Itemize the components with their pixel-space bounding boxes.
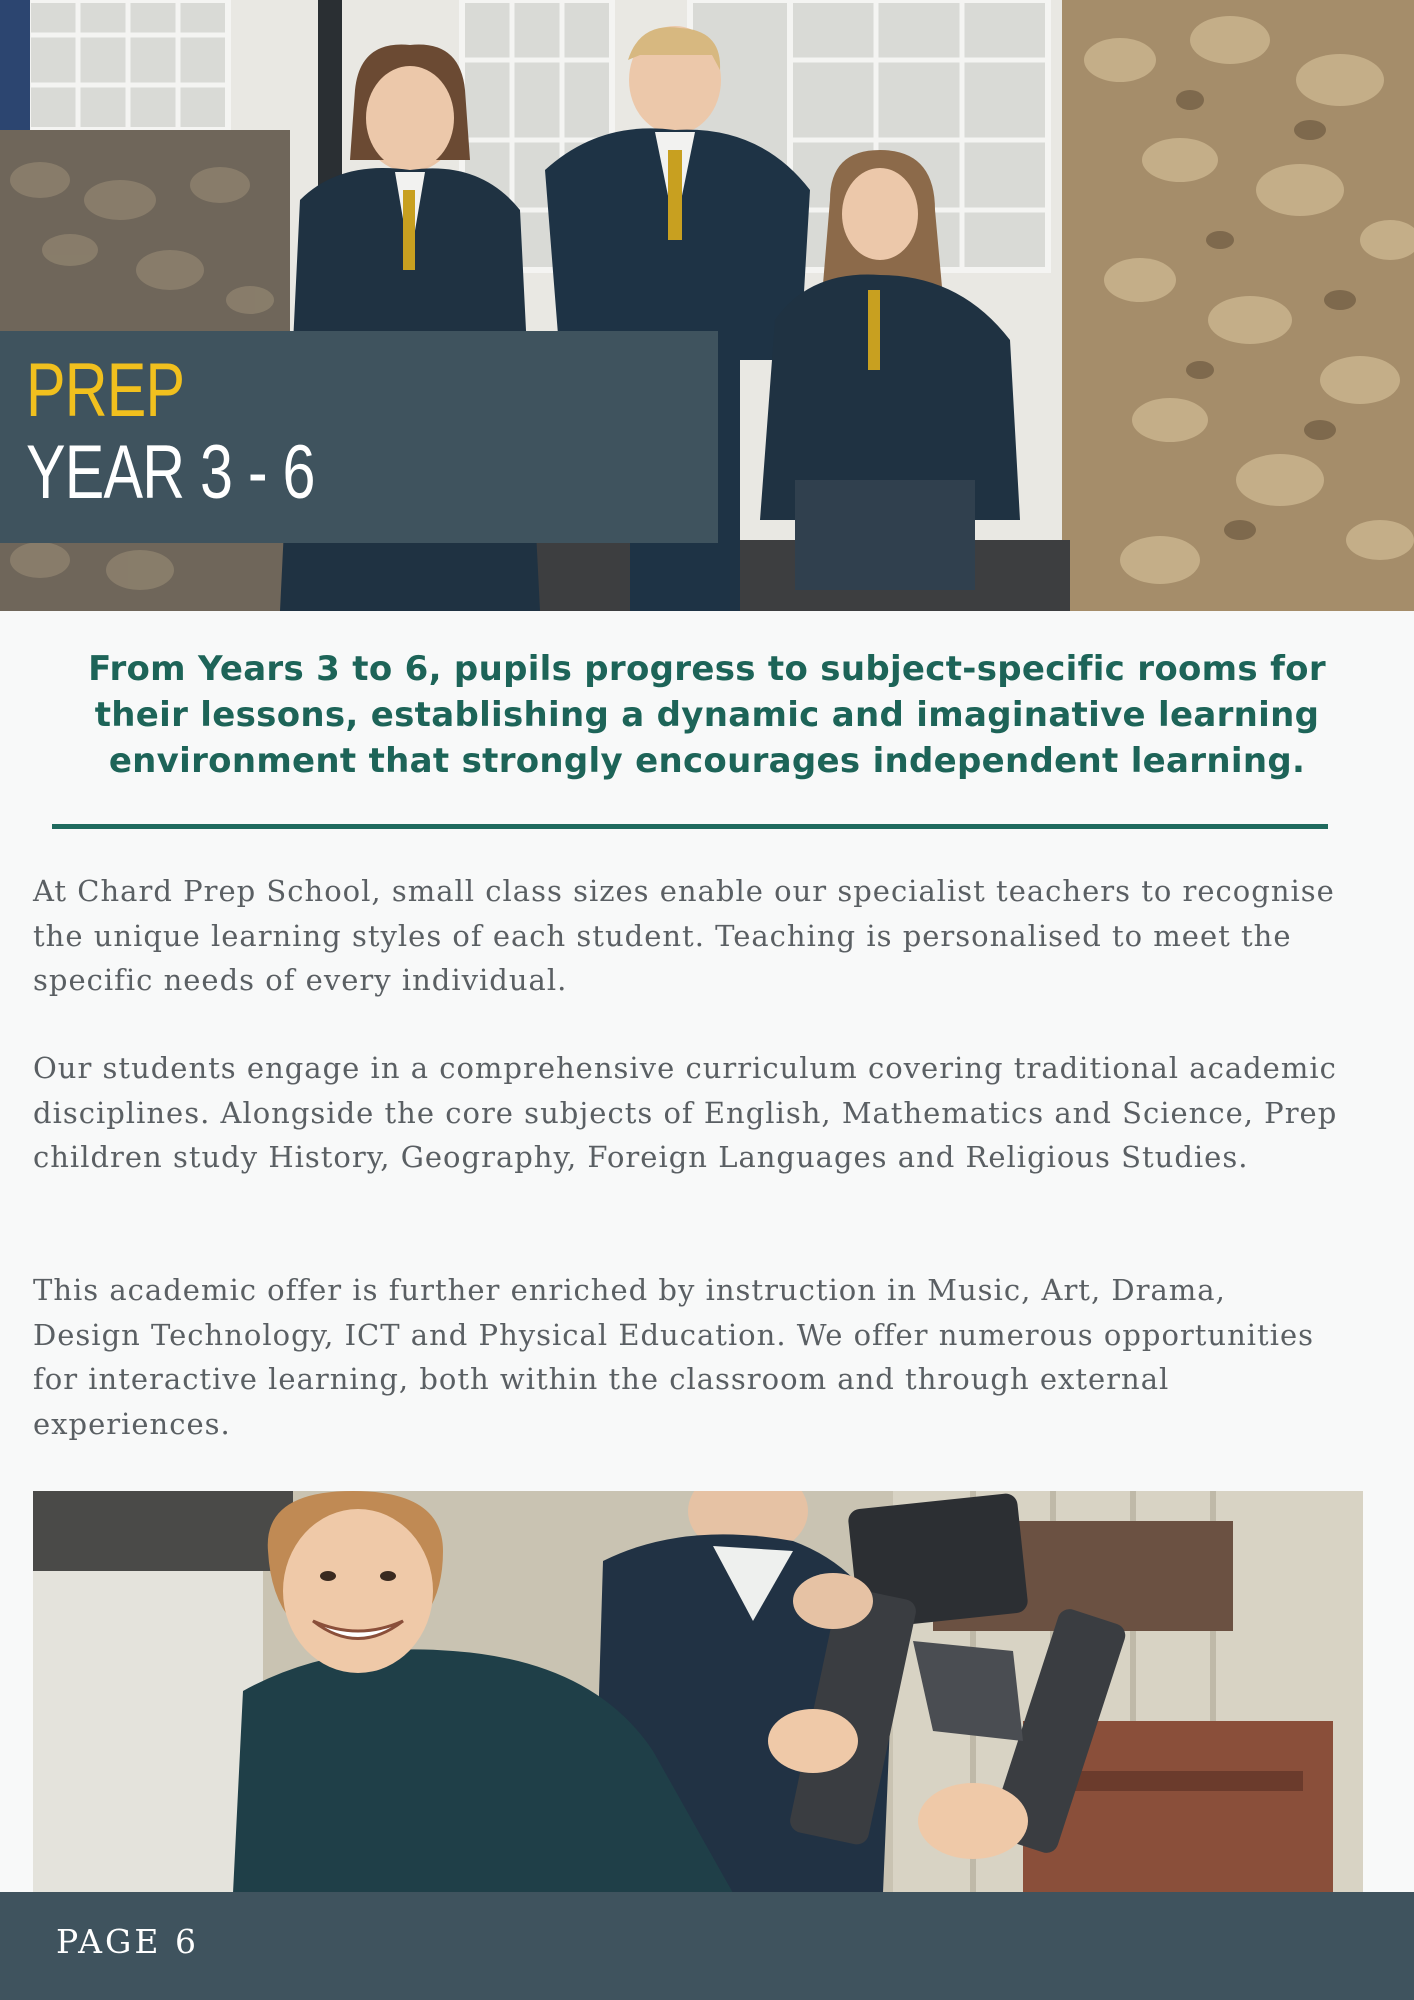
- hero-title-panel: [0, 331, 718, 543]
- page-number: PAGE 6: [56, 1922, 199, 1961]
- section-title: PREP: [26, 348, 185, 433]
- intro-statement: From Years 3 to 6, pupils progress to subject-specific rooms for their lessons, establishing a dynamic and imaginative learning environment that strongly encourages independent learning.: [88, 649, 1326, 781]
- year-range-title: YEAR 3 - 6: [26, 430, 315, 515]
- divider: [52, 824, 1328, 829]
- hero-photo: [0, 0, 1414, 611]
- body-paragraph-2: Our students engage in a comprehensive curriculum covering traditional academic disciplines. Alongside the core subjects of English, Mathematics and Science, Prep children study History, Geography, Foreign Languages and Religious Studies.: [33, 1051, 1338, 1174]
- classroom-photo: [33, 1491, 1363, 1893]
- classroom-photo-illustration: [33, 1491, 1363, 1893]
- page-footer: [0, 1892, 1414, 2000]
- body-paragraph-3: This academic offer is further enriched by instruction in Music, Art, Drama, Design Technology, ICT and Physical Education. We offer numerous opportunities for interactive learning, both within the classroom and through external experiences.: [33, 1273, 1315, 1441]
- body-paragraph-1: At Chard Prep School, small class sizes enable our specialist teachers to recognise the unique learning styles of each student. Teaching is personalised to meet the specific needs of every individual.: [33, 874, 1335, 997]
